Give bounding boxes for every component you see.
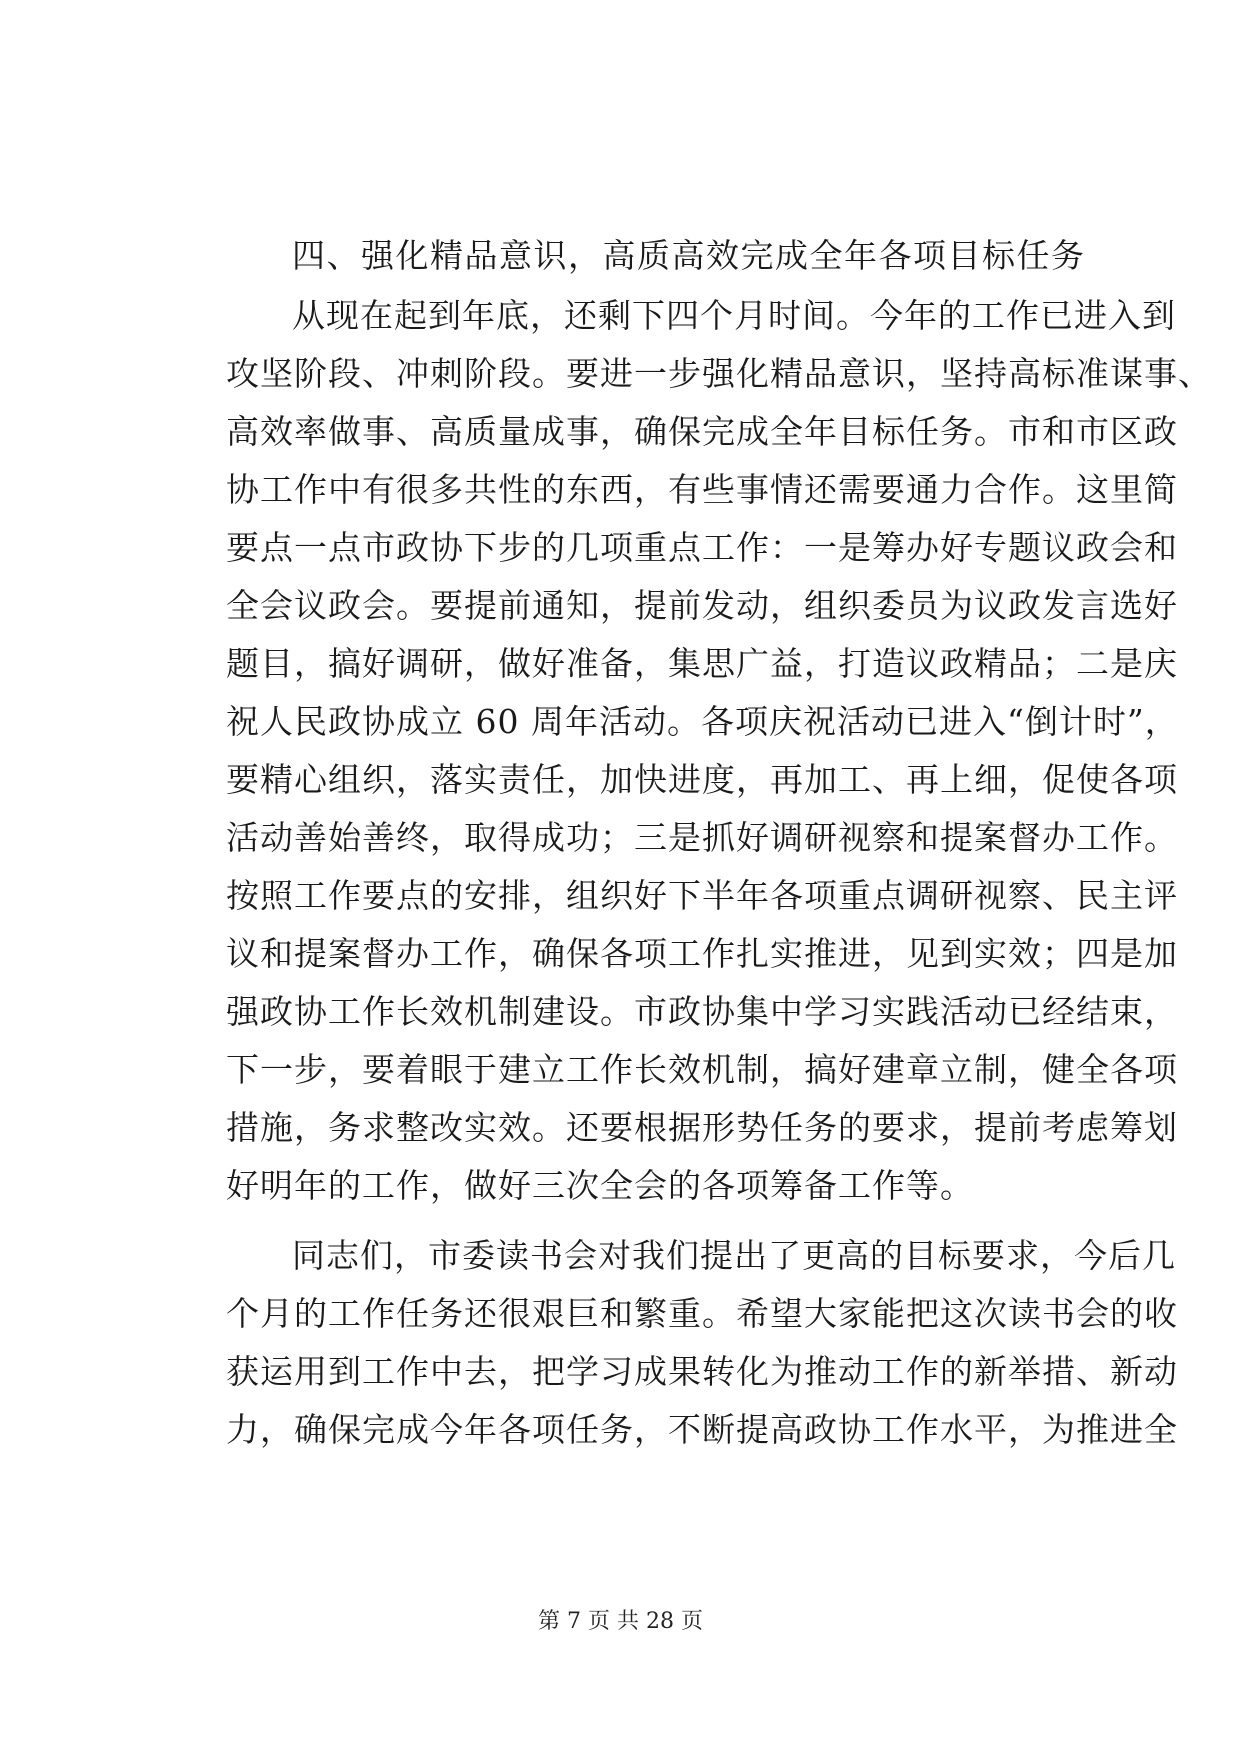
paragraph-line: 祝人民政协成立 60 周年活动。各项庆祝活动已进入“倒计时”， xyxy=(226,702,1179,741)
paragraph-line: 力，确保完成今年各项任务，不断提高政协工作水平，为推进全 xyxy=(226,1410,1178,1449)
paragraph-line: 措施，务求整改实效。还要根据形势任务的要求，提前考虑筹划 xyxy=(226,1108,1178,1147)
paragraph-line: 个月的工作任务还很艰巨和繁重。希望大家能把这次读书会的收 xyxy=(226,1294,1178,1333)
paragraph-line: 好明年的工作，做好三次全会的各项筹备工作等。 xyxy=(226,1166,974,1205)
paragraph-line: 全会议政会。要提前通知，提前发动，组织委员为议政发言选好 xyxy=(226,586,1178,625)
paragraph-line: 攻坚阶段、冲刺阶段。要进一步强化精品意识，坚持高标准谋事、 xyxy=(226,354,1212,393)
paragraph-line: 议和提案督办工作，确保各项工作扎实推进，见到实效；四是加 xyxy=(226,934,1178,973)
section-heading: 四、强化精品意识，高质高效完成全年各项目标任务 xyxy=(292,236,1086,275)
paragraph-line: 强政协工作长效机制建设。市政协集中学习实践活动已经结束， xyxy=(226,992,1178,1031)
paragraph-line: 协工作中有很多共性的东西，有些事情还需要通力合作。这里简 xyxy=(226,470,1178,509)
paragraph-line: 下一步，要着眼于建立工作长效机制，搞好建章立制，健全各项 xyxy=(226,1050,1178,1089)
paragraph-line: 高效率做事、高质量成事，确保完成全年目标任务。市和市区政 xyxy=(226,412,1178,451)
paragraph-line: 要点一点市政协下步的几项重点工作：一是筹办好专题议政会和 xyxy=(226,528,1178,567)
paragraph-line: 从现在起到年底，还剩下四个月时间。今年的工作已进入到 xyxy=(292,296,1176,335)
paragraph-line: 题目，搞好调研，做好准备，集思广益，打造议政精品；二是庆 xyxy=(226,644,1178,683)
page-number: 第 7 页 共 28 页 xyxy=(538,1609,703,1634)
paragraph-line: 同志们，市委读书会对我们提出了更高的目标要求，今后几 xyxy=(292,1236,1176,1275)
paragraph-line: 活动善始善终，取得成功；三是抓好调研视察和提案督办工作。 xyxy=(226,818,1178,857)
paragraph-line: 按照工作要点的安排，组织好下半年各项重点调研视察、民主评 xyxy=(226,876,1178,915)
paragraph-line: 获运用到工作中去，把学习成果转化为推动工作的新举措、新动 xyxy=(226,1352,1178,1391)
paragraph-line: 要精心组织，落实责任，加快进度，再加工、再上细，促使各项 xyxy=(226,760,1178,799)
